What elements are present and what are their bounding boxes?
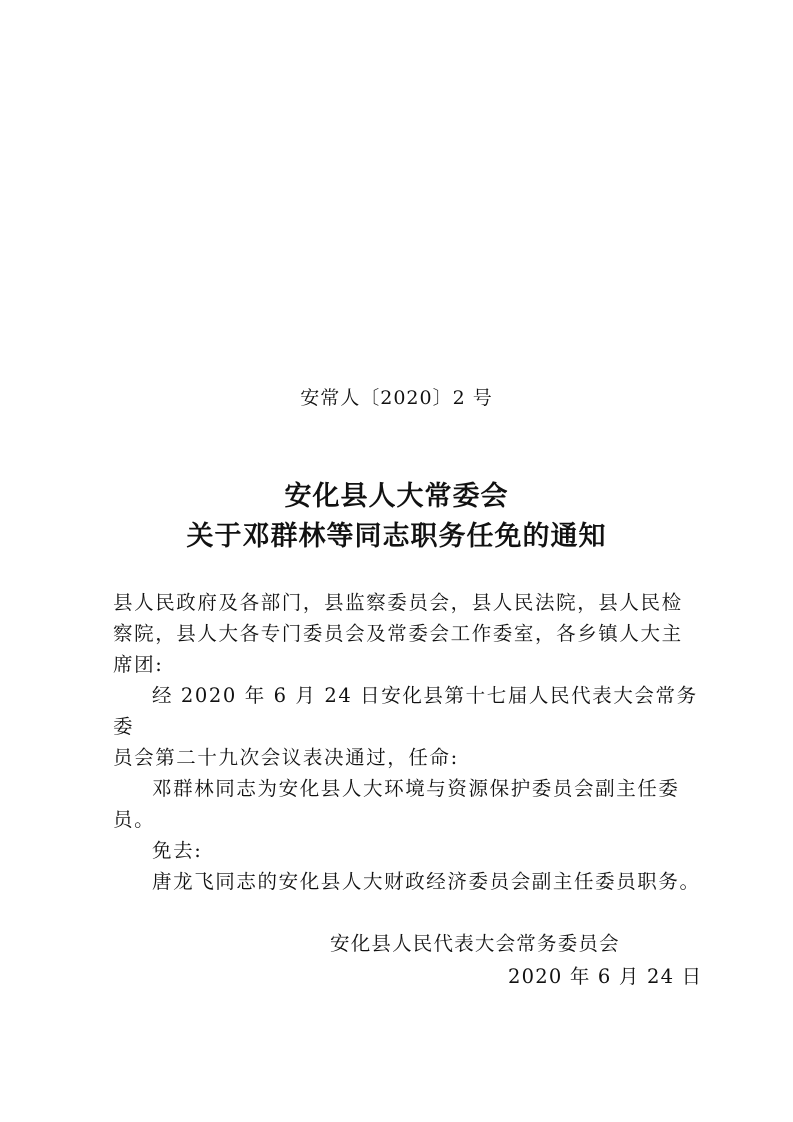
- recipients-line: 察院，县人大各专门委员会及常委会工作委室，各乡镇人大主: [113, 622, 683, 645]
- recipients-line: 席团:: [113, 653, 164, 676]
- resolution-paragraph-line: 经 2020 年 6 月 24 日安化县第十七届人民代表大会常务委: [113, 684, 698, 738]
- recipients-line: 县人民政府及各部门，县监察委员会，县人民法院，县人民检: [113, 591, 683, 614]
- appointment-line: 员。: [113, 808, 156, 831]
- resolution-paragraph-line: 员会第二十九次会议表决通过，任命:: [113, 746, 459, 769]
- document-title-line1: 安化县人大常委会: [284, 481, 509, 512]
- signature-organization: 安化县人民代表大会常务委员会: [330, 932, 620, 955]
- removal-heading: 免去:: [152, 839, 203, 862]
- document-number: 安常人〔2020〕2 号: [300, 387, 493, 409]
- removal-text: 唐龙飞同志的安化县人大财政经济委员会副主任委员职务。: [152, 870, 701, 893]
- document-title-line2: 关于邓群林等同志职务任免的通知: [186, 521, 607, 552]
- document-body: [113, 587, 703, 897]
- signature-date: 2020 年 6 月 24 日: [508, 965, 703, 988]
- appointment-line: 邓群林同志为安化县人大环境与资源保护委员会副主任委: [152, 777, 680, 800]
